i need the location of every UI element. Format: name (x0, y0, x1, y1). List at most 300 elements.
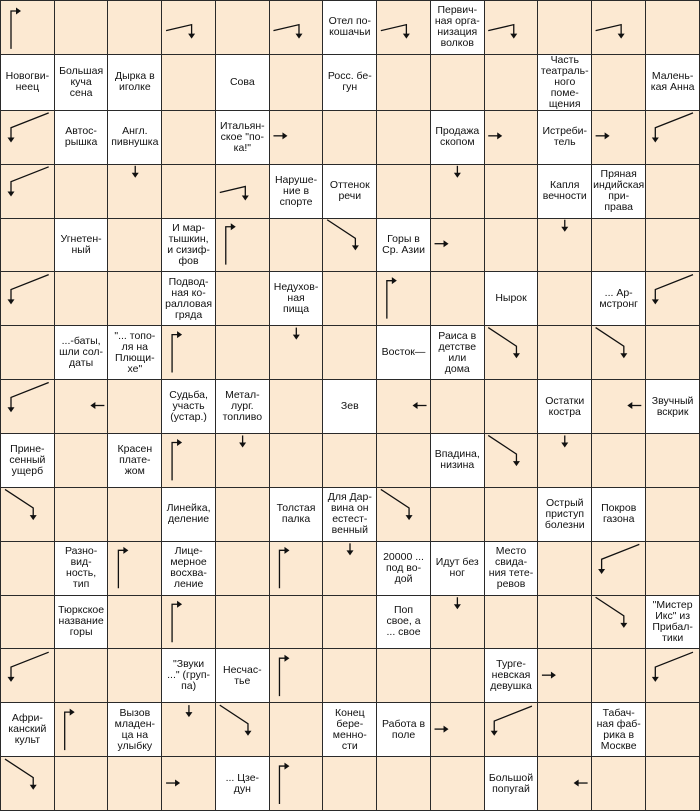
letter-cell[interactable] (162, 434, 215, 487)
clue-cell (216, 55, 269, 110)
letter-input[interactable] (323, 219, 376, 272)
letter-input[interactable] (485, 703, 538, 756)
letter-input[interactable] (270, 219, 323, 272)
letter-input[interactable] (538, 542, 591, 595)
letter-input[interactable] (270, 542, 323, 595)
letter-input[interactable] (162, 596, 215, 649)
letter-cell[interactable] (646, 757, 699, 810)
letter-input[interactable] (55, 380, 108, 433)
letter-cell[interactable] (592, 111, 645, 164)
letter-cell[interactable] (270, 326, 323, 379)
letter-input[interactable] (431, 596, 484, 649)
letter-input[interactable] (592, 434, 645, 487)
letter-input[interactable] (270, 649, 323, 702)
clue-cell (646, 596, 699, 649)
letter-cell[interactable] (431, 55, 484, 110)
letter-cell[interactable] (431, 757, 484, 810)
letter-input[interactable] (162, 165, 215, 218)
letter-input[interactable] (538, 757, 591, 810)
letter-input[interactable] (377, 111, 430, 164)
letter-input[interactable] (216, 219, 269, 272)
clue-cell (646, 380, 699, 433)
letter-input[interactable] (270, 703, 323, 756)
clue-cell (162, 649, 215, 702)
letter-cell[interactable] (108, 272, 161, 325)
letter-cell[interactable] (162, 111, 215, 164)
letter-cell[interactable] (55, 649, 108, 702)
letter-cell[interactable] (162, 326, 215, 379)
letter-cell[interactable] (270, 219, 323, 272)
letter-cell[interactable] (538, 326, 591, 379)
letter-input[interactable] (270, 380, 323, 433)
clue-cell (538, 488, 591, 541)
letter-cell[interactable] (485, 111, 538, 164)
letter-cell[interactable] (323, 219, 376, 272)
letter-input[interactable] (485, 165, 538, 218)
letter-cell[interactable] (592, 757, 645, 810)
letter-cell[interactable] (646, 111, 699, 164)
letter-cell[interactable] (270, 596, 323, 649)
letter-cell[interactable] (108, 596, 161, 649)
letter-input[interactable] (55, 1, 108, 54)
letter-cell[interactable] (108, 542, 161, 595)
letter-cell[interactable] (323, 272, 376, 325)
letter-cell[interactable] (377, 165, 430, 218)
letter-input[interactable] (108, 165, 161, 218)
letter-cell[interactable] (216, 219, 269, 272)
letter-cell[interactable] (538, 649, 591, 702)
letter-input[interactable] (1, 757, 54, 810)
letter-cell[interactable] (538, 703, 591, 756)
letter-input[interactable] (55, 488, 108, 541)
letter-input[interactable] (270, 596, 323, 649)
letter-input[interactable] (431, 649, 484, 702)
letter-input[interactable] (485, 488, 538, 541)
letter-input[interactable] (646, 757, 699, 810)
letter-cell[interactable] (485, 380, 538, 433)
letter-input[interactable] (270, 326, 323, 379)
letter-input[interactable] (538, 326, 591, 379)
letter-input[interactable] (323, 272, 376, 325)
letter-cell[interactable] (108, 757, 161, 810)
letter-input[interactable] (1, 488, 54, 541)
letter-cell[interactable] (1, 165, 54, 218)
letter-cell[interactable] (592, 434, 645, 487)
letter-input[interactable] (162, 1, 215, 54)
letter-input[interactable] (216, 488, 269, 541)
letter-cell[interactable] (162, 1, 215, 54)
letter-input[interactable] (485, 111, 538, 164)
letter-input[interactable] (377, 434, 430, 487)
letter-cell[interactable] (1, 380, 54, 433)
letter-input[interactable] (1, 649, 54, 702)
letter-cell[interactable] (485, 596, 538, 649)
letter-input[interactable] (431, 703, 484, 756)
letter-cell[interactable] (55, 757, 108, 810)
letter-input[interactable] (377, 380, 430, 433)
clue-cell (377, 542, 430, 595)
letter-cell[interactable] (108, 488, 161, 541)
clue-cell (270, 272, 323, 325)
letter-cell[interactable] (377, 111, 430, 164)
letter-cell[interactable] (431, 649, 484, 702)
letter-input[interactable] (108, 272, 161, 325)
letter-input[interactable] (55, 165, 108, 218)
letter-input[interactable] (646, 703, 699, 756)
letter-input[interactable] (592, 111, 645, 164)
letter-cell[interactable] (323, 757, 376, 810)
letter-cell[interactable] (162, 757, 215, 810)
letter-cell[interactable] (1, 326, 54, 379)
letter-cell[interactable] (270, 757, 323, 810)
letter-input[interactable] (431, 219, 484, 272)
clue-cell (592, 272, 645, 325)
letter-input[interactable] (1, 596, 54, 649)
letter-cell[interactable] (377, 434, 430, 487)
letter-input[interactable] (592, 542, 645, 595)
letter-cell[interactable] (377, 380, 430, 433)
letter-input[interactable] (485, 596, 538, 649)
letter-cell[interactable] (538, 434, 591, 487)
letter-input[interactable] (323, 326, 376, 379)
letter-cell[interactable] (108, 1, 161, 54)
letter-cell[interactable] (646, 165, 699, 218)
letter-input[interactable] (485, 55, 538, 110)
letter-cell[interactable] (431, 596, 484, 649)
clue-cell (592, 703, 645, 756)
letter-cell[interactable] (485, 1, 538, 54)
letter-input[interactable] (270, 757, 323, 810)
letter-cell[interactable] (592, 380, 645, 433)
letter-cell[interactable] (1, 649, 54, 702)
letter-cell[interactable] (646, 272, 699, 325)
clue-text: Наруше- ние в спорте (274, 173, 318, 208)
letter-cell[interactable] (55, 434, 108, 487)
clue-cell (108, 703, 161, 756)
letter-input[interactable] (592, 219, 645, 272)
letter-input[interactable] (162, 55, 215, 110)
letter-cell[interactable] (216, 488, 269, 541)
letter-cell[interactable] (216, 703, 269, 756)
clue-text: Тюркское название горы (58, 604, 105, 639)
letter-input[interactable] (646, 434, 699, 487)
letter-cell[interactable] (270, 55, 323, 110)
letter-cell[interactable] (646, 219, 699, 272)
clue-text: ... Ар- мстронг (599, 286, 638, 310)
letter-cell[interactable] (377, 55, 430, 110)
clue-cell (323, 1, 376, 54)
letter-input[interactable] (216, 165, 269, 218)
letter-cell[interactable] (431, 488, 484, 541)
letter-cell[interactable] (1, 272, 54, 325)
letter-input[interactable] (108, 380, 161, 433)
letter-cell[interactable] (646, 649, 699, 702)
letter-input[interactable] (485, 434, 538, 487)
letter-input[interactable] (108, 596, 161, 649)
clue-text: Англ. пивнушка (111, 125, 159, 149)
letter-input[interactable] (485, 219, 538, 272)
letter-cell[interactable] (538, 1, 591, 54)
letter-input[interactable] (377, 488, 430, 541)
letter-cell[interactable] (592, 542, 645, 595)
letter-cell[interactable] (323, 542, 376, 595)
letter-input[interactable] (1, 1, 54, 54)
letter-input[interactable] (377, 165, 430, 218)
letter-input[interactable] (216, 434, 269, 487)
letter-cell[interactable] (270, 1, 323, 54)
letter-cell[interactable] (592, 1, 645, 54)
letter-input[interactable] (323, 542, 376, 595)
letter-input[interactable] (108, 649, 161, 702)
letter-cell[interactable] (538, 596, 591, 649)
letter-cell[interactable] (270, 649, 323, 702)
letter-cell[interactable] (431, 272, 484, 325)
letter-cell[interactable] (162, 55, 215, 110)
clue-cell (162, 488, 215, 541)
letter-input[interactable] (377, 649, 430, 702)
letter-cell[interactable] (270, 703, 323, 756)
letter-cell[interactable] (377, 1, 430, 54)
letter-input[interactable] (323, 434, 376, 487)
letter-cell[interactable] (646, 1, 699, 54)
letter-input[interactable] (108, 219, 161, 272)
letter-input[interactable] (592, 1, 645, 54)
clue-text: Недухов- ная пища (273, 281, 319, 316)
letter-cell[interactable] (55, 165, 108, 218)
letter-input[interactable] (431, 272, 484, 325)
letter-cell[interactable] (323, 596, 376, 649)
letter-cell[interactable] (646, 326, 699, 379)
letter-input[interactable] (485, 380, 538, 433)
letter-input[interactable] (485, 326, 538, 379)
letter-cell[interactable] (323, 649, 376, 702)
letter-cell[interactable] (1, 757, 54, 810)
letter-input[interactable] (216, 542, 269, 595)
letter-input[interactable] (270, 111, 323, 164)
clue-cell (55, 542, 108, 595)
letter-cell[interactable] (485, 165, 538, 218)
letter-input[interactable] (1, 272, 54, 325)
letter-input[interactable] (1, 219, 54, 272)
letter-cell[interactable] (108, 380, 161, 433)
letter-cell[interactable] (323, 111, 376, 164)
letter-cell[interactable] (485, 488, 538, 541)
letter-input[interactable] (377, 55, 430, 110)
letter-input[interactable] (216, 1, 269, 54)
letter-input[interactable] (431, 757, 484, 810)
letter-cell[interactable] (646, 542, 699, 595)
letter-cell[interactable] (216, 326, 269, 379)
letter-input[interactable] (592, 326, 645, 379)
letter-input[interactable] (108, 757, 161, 810)
letter-input[interactable] (646, 111, 699, 164)
letter-cell[interactable] (1, 219, 54, 272)
letter-input[interactable] (162, 326, 215, 379)
letter-input[interactable] (162, 111, 215, 164)
letter-cell[interactable] (55, 272, 108, 325)
letter-input[interactable] (646, 1, 699, 54)
letter-input[interactable] (270, 434, 323, 487)
letter-input[interactable] (323, 596, 376, 649)
letter-cell[interactable] (216, 272, 269, 325)
letter-input[interactable] (162, 703, 215, 756)
letter-cell[interactable] (538, 219, 591, 272)
letter-cell[interactable] (162, 165, 215, 218)
letter-cell[interactable] (592, 219, 645, 272)
clue-text: Конец бере- менно- сти (332, 706, 367, 752)
letter-input[interactable] (592, 757, 645, 810)
letter-cell[interactable] (592, 649, 645, 702)
clue-text: Отел по- кошачьи (328, 15, 371, 39)
letter-cell[interactable] (108, 649, 161, 702)
letter-input[interactable] (377, 272, 430, 325)
letter-input[interactable] (485, 1, 538, 54)
letter-input[interactable] (431, 380, 484, 433)
letter-input[interactable] (216, 703, 269, 756)
letter-cell[interactable] (377, 272, 430, 325)
letter-cell[interactable] (55, 703, 108, 756)
letter-cell[interactable] (1, 1, 54, 54)
letter-input[interactable] (55, 434, 108, 487)
letter-cell[interactable] (592, 596, 645, 649)
letter-cell[interactable] (431, 165, 484, 218)
letter-cell[interactable] (538, 757, 591, 810)
letter-cell[interactable] (431, 380, 484, 433)
letter-input[interactable] (538, 272, 591, 325)
letter-input[interactable] (55, 757, 108, 810)
clue-cell (1, 703, 54, 756)
letter-input[interactable] (1, 326, 54, 379)
letter-input[interactable] (1, 111, 54, 164)
letter-cell[interactable] (162, 596, 215, 649)
letter-cell[interactable] (216, 596, 269, 649)
letter-cell[interactable] (1, 488, 54, 541)
letter-input[interactable] (108, 1, 161, 54)
letter-cell[interactable] (485, 55, 538, 110)
letter-cell[interactable] (270, 380, 323, 433)
letter-cell[interactable] (1, 111, 54, 164)
letter-input[interactable] (538, 596, 591, 649)
letter-input[interactable] (431, 165, 484, 218)
letter-cell[interactable] (216, 165, 269, 218)
letter-input[interactable] (216, 272, 269, 325)
letter-input[interactable] (55, 703, 108, 756)
clue-cell (1, 434, 54, 487)
letter-cell[interactable] (108, 219, 161, 272)
letter-input[interactable] (646, 272, 699, 325)
letter-input[interactable] (646, 219, 699, 272)
clue-cell (431, 1, 484, 54)
clue-text: И мар- тышкин, и сизиф- фов (167, 221, 210, 267)
letter-input[interactable] (1, 165, 54, 218)
letter-cell[interactable] (538, 542, 591, 595)
letter-input[interactable] (592, 596, 645, 649)
letter-input[interactable] (216, 596, 269, 649)
clue-text: Красен плате- жом (117, 442, 153, 477)
letter-input[interactable] (162, 757, 215, 810)
letter-cell[interactable] (485, 434, 538, 487)
letter-input[interactable] (646, 649, 699, 702)
clue-cell (108, 434, 161, 487)
letter-input[interactable] (55, 272, 108, 325)
letter-input[interactable] (431, 488, 484, 541)
letter-cell[interactable] (270, 542, 323, 595)
letter-cell[interactable] (431, 703, 484, 756)
letter-cell[interactable] (377, 757, 430, 810)
letter-cell[interactable] (646, 434, 699, 487)
letter-input[interactable] (216, 326, 269, 379)
letter-input[interactable] (1, 380, 54, 433)
letter-cell[interactable] (323, 326, 376, 379)
letter-input[interactable] (323, 111, 376, 164)
letter-input[interactable] (270, 1, 323, 54)
letter-input[interactable] (323, 649, 376, 702)
letter-input[interactable] (55, 649, 108, 702)
letter-cell[interactable] (485, 219, 538, 272)
letter-input[interactable] (592, 649, 645, 702)
letter-cell[interactable] (216, 434, 269, 487)
clue-text: Толстая палка (276, 502, 316, 526)
letter-input[interactable] (162, 434, 215, 487)
clue-text: Линейка, деление (166, 502, 211, 526)
letter-cell[interactable] (55, 1, 108, 54)
letter-input[interactable] (377, 757, 430, 810)
letter-cell[interactable] (431, 219, 484, 272)
letter-input[interactable] (1, 542, 54, 595)
letter-cell[interactable] (646, 488, 699, 541)
letter-input[interactable] (592, 380, 645, 433)
letter-input[interactable] (377, 1, 430, 54)
letter-cell[interactable] (270, 111, 323, 164)
letter-cell[interactable] (55, 488, 108, 541)
letter-input[interactable] (646, 326, 699, 379)
letter-input[interactable] (108, 542, 161, 595)
letter-input[interactable] (538, 219, 591, 272)
letter-cell[interactable] (55, 380, 108, 433)
letter-cell[interactable] (323, 434, 376, 487)
clue-cell (216, 380, 269, 433)
letter-cell[interactable] (485, 326, 538, 379)
letter-input[interactable] (646, 488, 699, 541)
letter-input[interactable] (270, 55, 323, 110)
letter-cell[interactable] (646, 703, 699, 756)
letter-cell[interactable] (592, 55, 645, 110)
letter-input[interactable] (108, 488, 161, 541)
letter-cell[interactable] (538, 272, 591, 325)
letter-cell[interactable] (270, 434, 323, 487)
letter-input[interactable] (538, 703, 591, 756)
letter-cell[interactable] (377, 649, 430, 702)
letter-input[interactable] (646, 542, 699, 595)
letter-cell[interactable] (1, 596, 54, 649)
letter-input[interactable] (431, 55, 484, 110)
letter-input[interactable] (538, 649, 591, 702)
letter-cell[interactable] (1, 542, 54, 595)
letter-input[interactable] (646, 165, 699, 218)
letter-cell[interactable] (108, 165, 161, 218)
letter-input[interactable] (323, 757, 376, 810)
letter-cell[interactable] (162, 703, 215, 756)
letter-input[interactable] (538, 1, 591, 54)
letter-input[interactable] (538, 434, 591, 487)
letter-cell[interactable] (485, 703, 538, 756)
letter-cell[interactable] (216, 542, 269, 595)
letter-cell[interactable] (592, 326, 645, 379)
letter-cell[interactable] (377, 488, 430, 541)
clue-cell (485, 649, 538, 702)
letter-input[interactable] (592, 55, 645, 110)
letter-cell[interactable] (216, 1, 269, 54)
